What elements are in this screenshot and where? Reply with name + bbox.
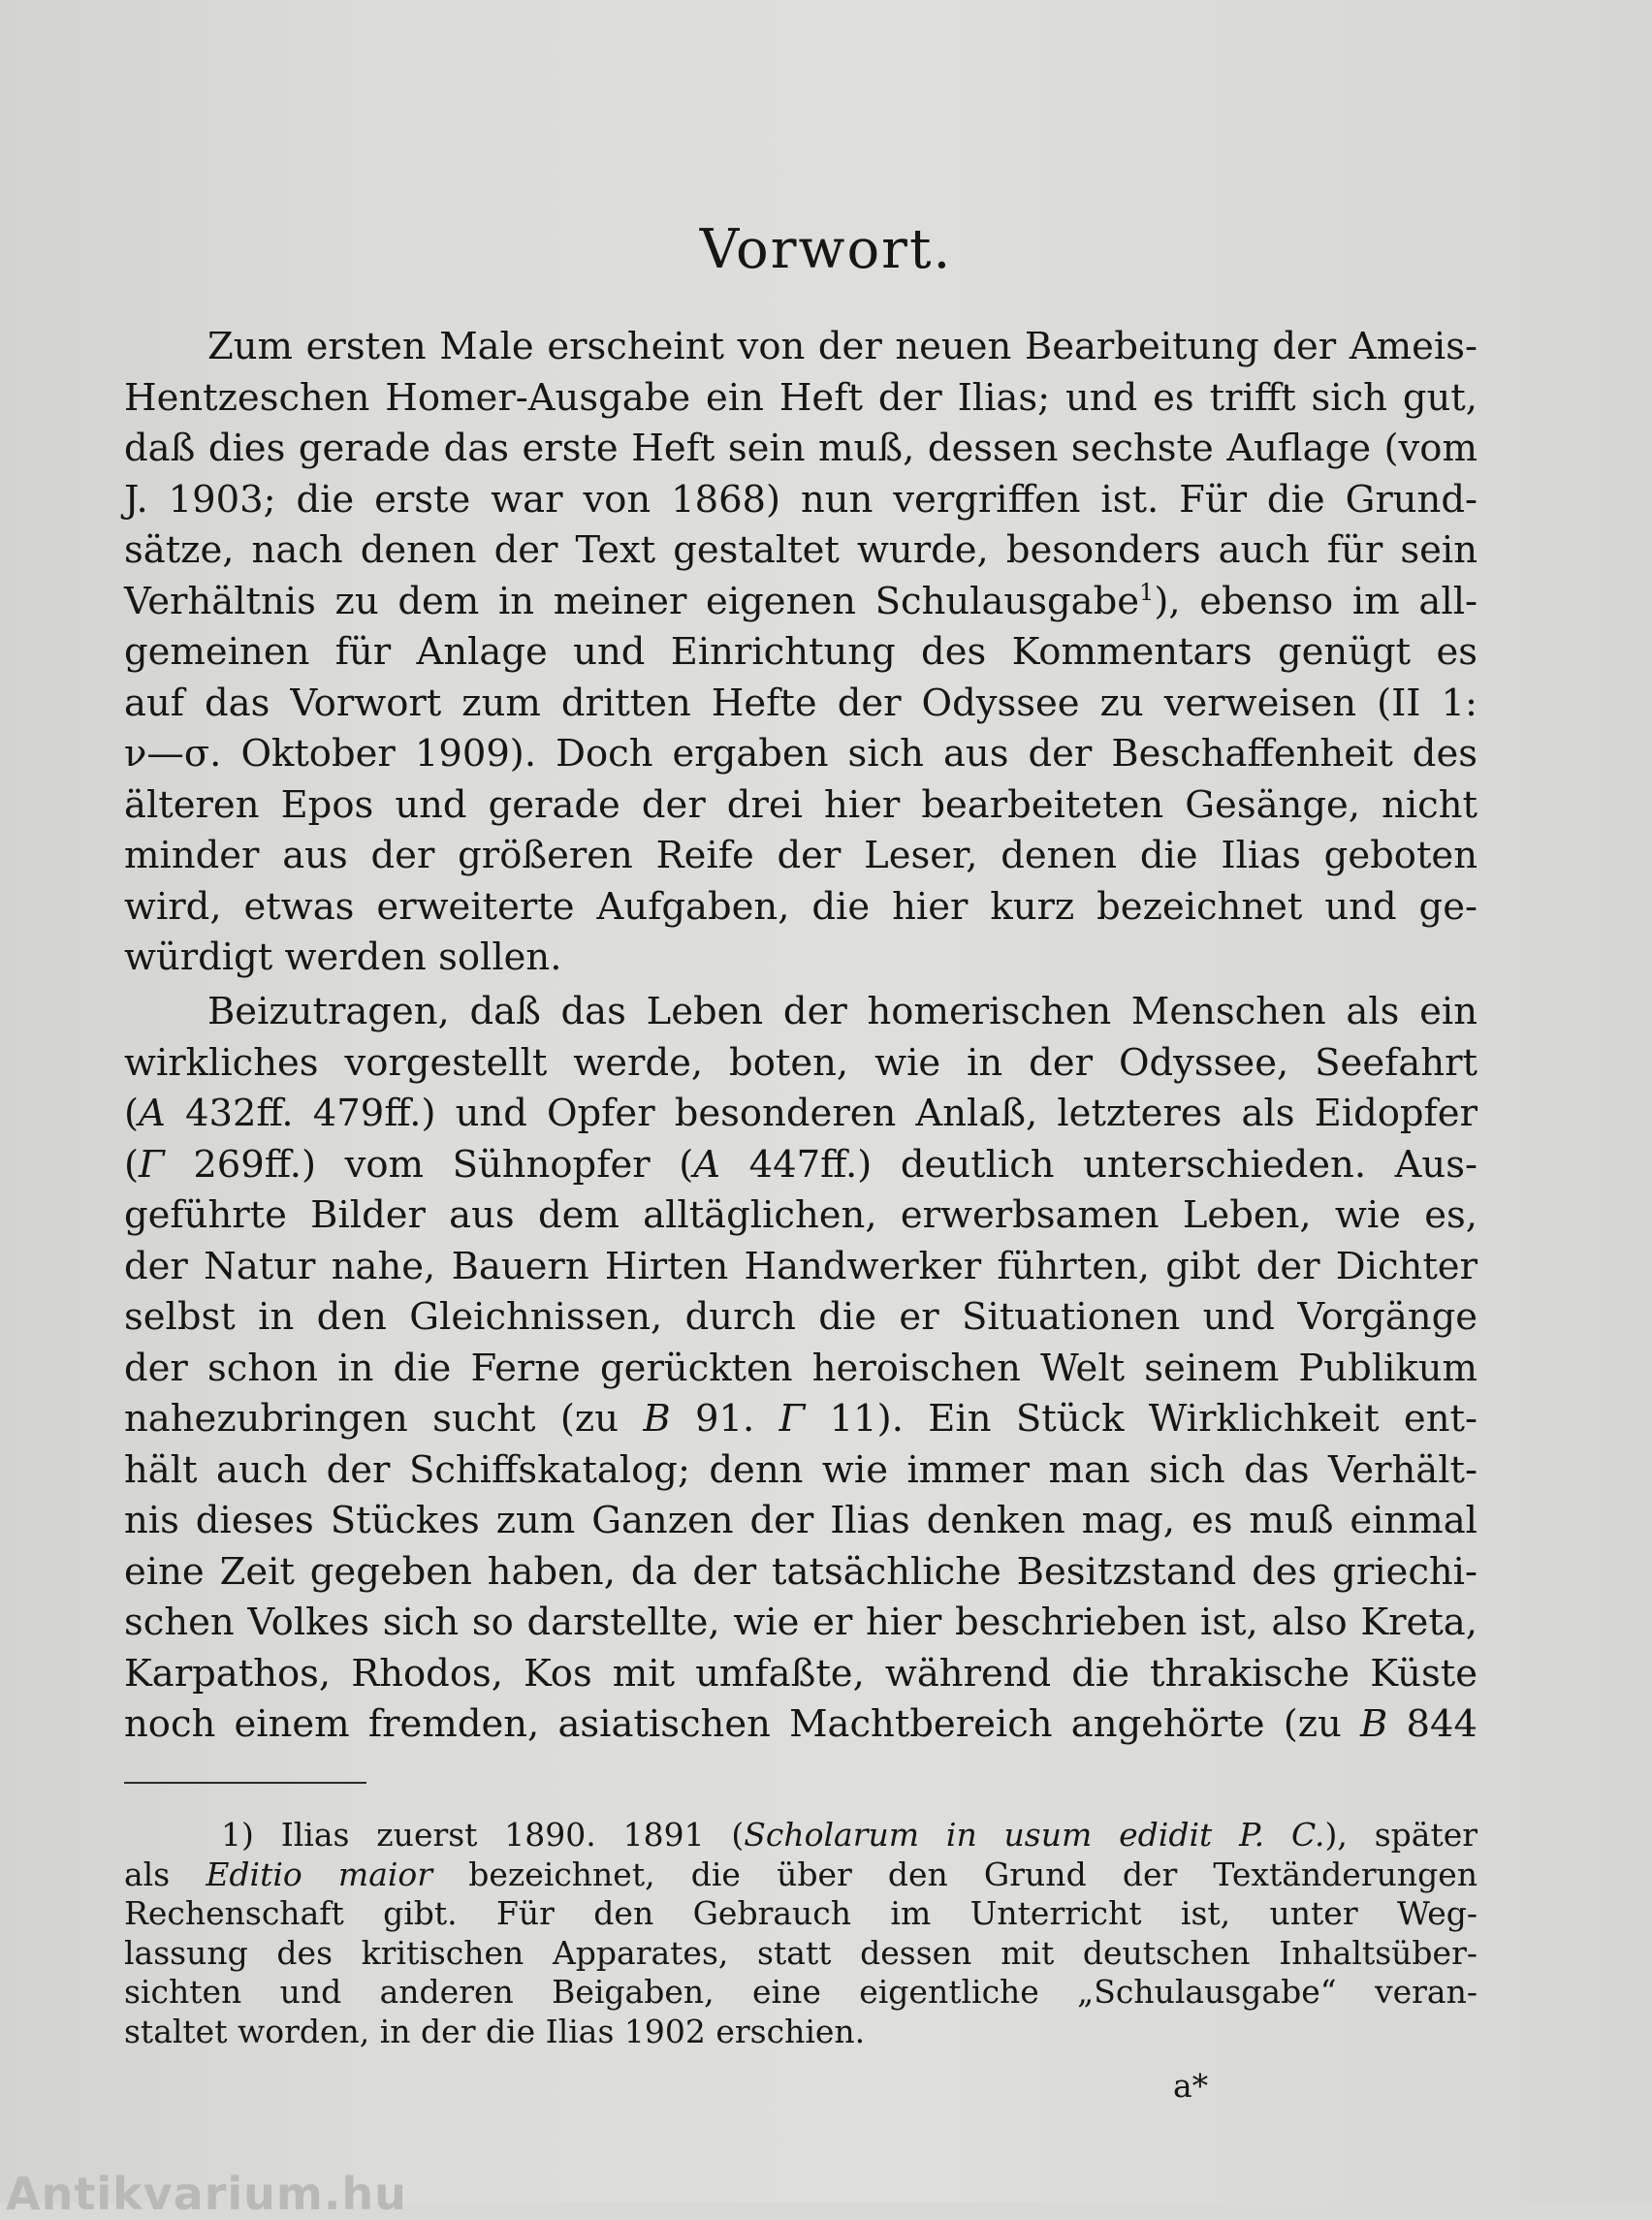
text-segment: ( xyxy=(124,1142,140,1187)
text-line: hält auch der Schiffskatalog; denn wie immer man sich das Verhält- xyxy=(124,1447,1477,1492)
text-line: gemeinen für Anlage und Einrichtung des Kommentars genügt es xyxy=(124,630,1477,674)
signature-mark: a* xyxy=(1173,2067,1209,2105)
text-line: Zum ersten Male erscheint von der neuen Bearbeitung der Ameis- xyxy=(207,325,1477,368)
text-segment: 269ff.) vom Sühnopfer ( xyxy=(164,1142,694,1187)
footnote-line: staltet worden, in der die Ilias 1902 erschien. xyxy=(124,2012,866,2050)
footnote-line xyxy=(124,1855,1477,1895)
text-line: minder aus der größeren Reife der Leser, denen die Ilias geboten xyxy=(124,834,1477,877)
text-line xyxy=(124,1140,1477,1191)
text-segment: nahezubringen sucht (zu xyxy=(124,1397,644,1441)
text-line: eine Zeit gegeben haben, da der tatsächliche Besitzstand des griechi- xyxy=(124,1549,1477,1594)
text-segment: als xyxy=(124,1855,206,1893)
text-line: nis dieses Stückes zum Ganzen der Ilias denken mag, es muß einmal xyxy=(124,1499,1477,1542)
footnote-divider xyxy=(124,1782,366,1784)
text-line xyxy=(124,1699,1477,1751)
footnote-line: Rechenschaft gibt. Für den Gebrauch im Unterricht ist, unter Weg- xyxy=(124,1894,1477,1932)
text-line: daß dies gerade das erste Heft sein muß, dessen sechste Auflage (vom xyxy=(124,427,1477,470)
text-line: schen Volkes sich so darstellte, wie er hier beschrieben ist, also Kreta, xyxy=(124,1601,1477,1644)
text-segment: 844 xyxy=(1387,1702,1477,1746)
book-reference: Γ xyxy=(139,1142,165,1187)
book-reference: A xyxy=(693,1142,721,1187)
text-segment: ( xyxy=(124,1092,140,1135)
text-line: J. 1903; die erste war von 1868) nun vergriffen ist. Für die Grund- xyxy=(124,477,1477,522)
text-line: älteren Epos und gerade der drei hier bearbeiteten Gesänge, nicht xyxy=(124,782,1477,827)
text-line: auf das Vorwort zum dritten Hefte der Odyssee zu verweisen (II 1: xyxy=(124,681,1477,725)
watermark: Antikvarium.hu xyxy=(6,2168,407,2220)
footnote-line: sichten und anderen Beigaben, eine eigentliche „Schulausgabe“ veran- xyxy=(124,1973,1477,2011)
text-line: wird, etwas erweiterte Aufgaben, die hier kurz bezeichnet und ge- xyxy=(124,884,1477,929)
text-line: Karpathos, Rhodos, Kos mit umfaßte, während die thrakische Küste xyxy=(124,1651,1477,1696)
paragraph-1 xyxy=(124,322,1477,984)
text-line: Beizutragen, daß das Leben der homerischen Menschen als ein xyxy=(207,990,1477,1033)
text-line: ν—σ. Oktober 1909). Doch ergaben sich aus der Beschaffenheit des xyxy=(124,732,1477,776)
book-reference: Γ xyxy=(778,1397,806,1441)
text-line xyxy=(124,577,1477,628)
book-reference: B xyxy=(643,1397,671,1441)
text-line: sätze, nach denen der Text gestaltet wurde, besonders auch für sein xyxy=(124,528,1477,572)
book-reference: A xyxy=(139,1092,166,1135)
text-segment: 91. xyxy=(670,1397,779,1441)
text-line: selbst in den Gleichnissen, durch die er Situationen und Vorgänge xyxy=(124,1295,1477,1339)
text-segment: 447ff.) deutlich unterschieden. Aus- xyxy=(720,1142,1477,1187)
footnote-line: lassung des kritischen Apparates, statt dessen mit deutschen Inhaltsüber- xyxy=(124,1933,1477,1972)
text-line: der Natur nahe, Bauern Hirten Handwerker führten, gibt der Dichter xyxy=(124,1244,1477,1288)
footnote xyxy=(124,1816,1477,2051)
paragraph-2 xyxy=(124,987,1477,1751)
text-segment: 1) Ilias zuerst 1890. 1891 ( xyxy=(221,1816,745,1854)
text-line: wirkliches vorgestellt werde, boten, wie in der Odyssee, Seefahrt xyxy=(124,1040,1477,1085)
text-segment: ), später xyxy=(1324,1816,1478,1854)
text-line: Hentzeschen Homer-Ausgabe ein Heft der Ilias; und es trifft sich gut, xyxy=(124,375,1477,420)
text-segment: ), ebenso im all- xyxy=(1154,579,1478,623)
text-line xyxy=(124,1394,1477,1445)
text-line: der schon in die Ferne gerückten heroischen Welt seinem Publikum xyxy=(124,1346,1477,1390)
text-line xyxy=(124,1089,1477,1140)
text-line: geführte Bilder aus dem alltäglichen, erwerbsamen Leben, wie es, xyxy=(124,1193,1477,1237)
page-title: Vorwort. xyxy=(699,218,953,281)
text-segment: 432ff. 479ff.) und Opfer besonderen Anlaß, letzteres als Eidopfer xyxy=(165,1092,1477,1135)
text-segment-italic: Editio maior xyxy=(206,1855,433,1893)
footnote-marker: 1 xyxy=(1139,578,1155,606)
text-segment-italic: Scholarum in usum edidit P. C. xyxy=(744,1816,1325,1854)
footnote-line xyxy=(124,1816,1477,1855)
text-line: würdigt werden sollen. xyxy=(124,936,562,979)
text-segment: bezeichnet, die über den Grund der Textänderungen xyxy=(432,1855,1478,1893)
text-segment: 11). Ein Stück Wirklichkeit ent- xyxy=(805,1397,1477,1441)
text-segment: Verhältnis zu dem in meiner eigenen Schulausgabe xyxy=(124,579,1140,623)
text-segment: noch einem fremden, asiatischen Machtbereich angehörte (zu xyxy=(124,1702,1361,1746)
book-reference: B xyxy=(1360,1702,1388,1746)
